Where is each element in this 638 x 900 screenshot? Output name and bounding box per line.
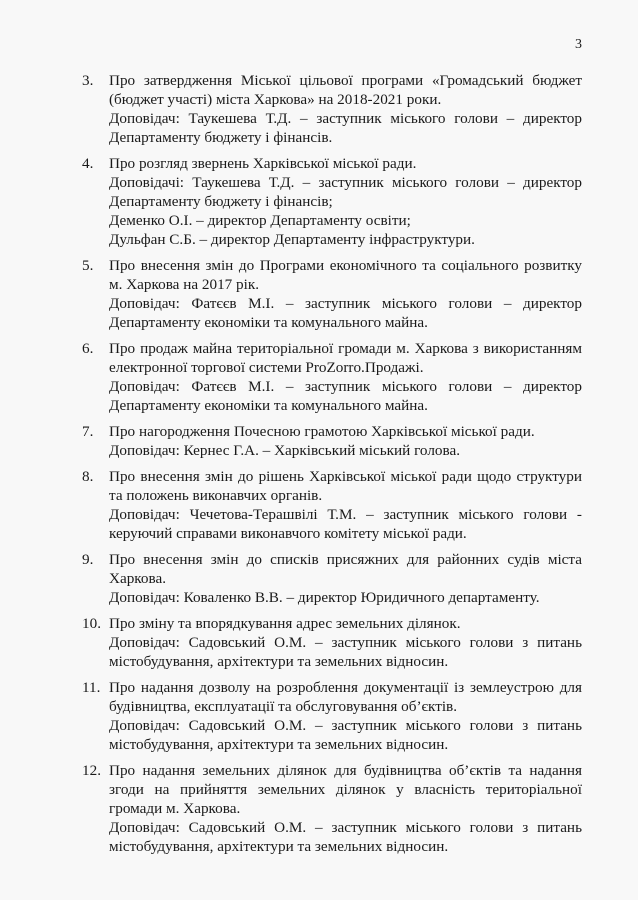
agenda-item xyxy=(82,154,582,249)
agenda-item xyxy=(82,256,582,332)
item-number: 3. xyxy=(82,72,94,89)
item-speaker: Деменко О.І. – директор Департаменту освіти; xyxy=(109,212,411,229)
agenda-item xyxy=(82,550,582,607)
item-speaker: Доповідач: Садовський О.М. – заступник міського голови з питань містобудування, архітектури та земельних відносин. xyxy=(109,717,582,753)
item-number: 8. xyxy=(82,468,94,485)
item-number: 10. xyxy=(82,615,101,632)
item-title: Про розгляд звернень Харківської міської ради. xyxy=(109,155,417,172)
item-number: 12. xyxy=(82,762,101,779)
page-number: 3 xyxy=(575,37,582,52)
agenda-item xyxy=(82,339,582,415)
item-speaker: Доповідач: Садовський О.М. – заступник міського голови з питань містобудування, архітектури та земельних відносин. xyxy=(109,634,582,670)
item-title: Про внесення змін до Програми економічного та соціального розвитку м. Харкова на 2017 рік. xyxy=(109,257,582,293)
item-title: Про затвердження Міської цільової програми «Громадський бюджет (бюджет участі) міста Харкова» на 2018-2021 роки. xyxy=(109,72,582,108)
item-title: Про надання земельних ділянок для будівництва об’єктів та надання згоди на прийняття земельних ділянок у власність територіальної громади м. Харкова. xyxy=(109,762,582,817)
item-speaker: Дульфан С.Б. – директор Департаменту інфраструктури. xyxy=(109,231,475,248)
item-speaker: Доповідач: Коваленко В.В. – директор Юридичного департаменту. xyxy=(109,589,540,606)
item-title: Про нагородження Почесною грамотою Харківської міської ради. xyxy=(109,423,535,440)
item-number: 11. xyxy=(82,679,101,696)
item-title: Про внесення змін до списків присяжних для районних судів міста Харкова. xyxy=(109,551,582,587)
item-speaker: Доповідач: Фатєєв М.І. – заступник міського голови – директор Департаменту економіки та комунального майна. xyxy=(109,295,582,331)
item-speaker: Доповідач: Садовський О.М. – заступник міського голови з питань містобудування, архітектури та земельних відносин. xyxy=(109,819,582,855)
agenda-item xyxy=(82,678,582,754)
item-number: 6. xyxy=(82,340,94,357)
item-speaker: Доповідач: Кернес Г.А. – Харківський міський голова. xyxy=(109,442,461,459)
item-number: 4. xyxy=(82,155,94,172)
agenda-item xyxy=(82,71,582,147)
item-number: 9. xyxy=(82,551,94,568)
agenda-list xyxy=(82,71,582,863)
item-speaker: Доповідач: Таукешева Т.Д. – заступник міського голови – директор Департаменту бюджету і фінансів. xyxy=(109,110,582,146)
agenda-item xyxy=(82,614,582,671)
item-number: 5. xyxy=(82,257,94,274)
item-title: Про зміну та впорядкування адрес земельних ділянок. xyxy=(109,615,461,632)
item-speaker: Доповідач: Чечетова-Терашвілі Т.М. – заступник міського голови - керуючий справами виконавчого комітету міської ради. xyxy=(109,506,582,542)
item-title: Про надання дозволу на розроблення документації із землеустрою для будівництва, експлуатації та обслуговування об’єктів. xyxy=(109,679,582,715)
item-title: Про продаж майна територіальної громади м. Харкова з використанням електронної торгової системи ProZorro.Продажі. xyxy=(109,340,582,376)
agenda-item xyxy=(82,761,582,856)
item-speaker: Доповідачі: Таукешева Т.Д. – заступник міського голови – директор Департаменту бюджету і фінансів; xyxy=(109,174,582,210)
item-number: 7. xyxy=(82,423,94,440)
item-speaker: Доповідач: Фатєєв М.І. – заступник міського голови – директор Департаменту економіки та комунального майна. xyxy=(109,378,582,414)
agenda-item xyxy=(82,422,582,460)
agenda-item xyxy=(82,467,582,543)
item-title: Про внесення змін до рішень Харківської міської ради щодо структури та положень виконавчих органів. xyxy=(109,468,582,504)
